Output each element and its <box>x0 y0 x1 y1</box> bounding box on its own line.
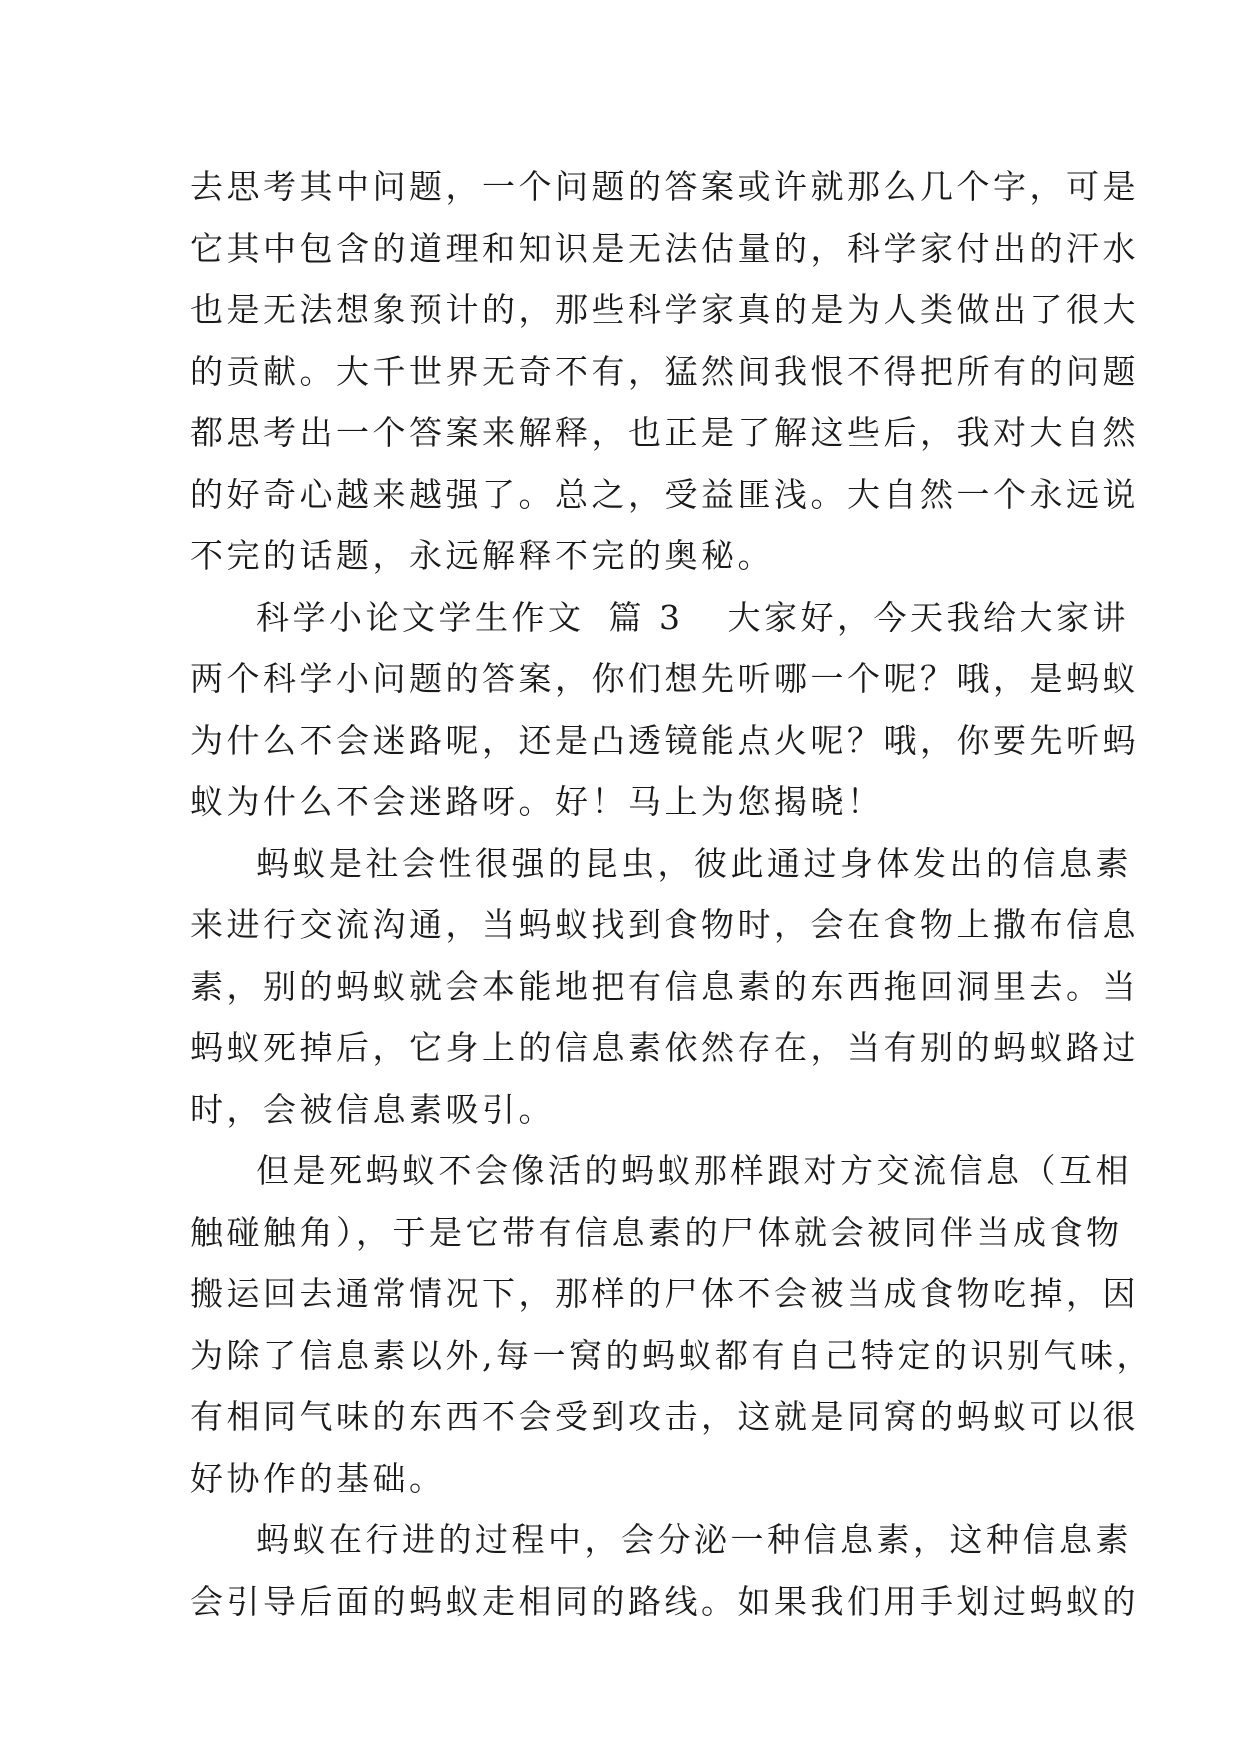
text-line: 两个科学小问题的答案，你们想先听哪一个呢？哦，是蚂蚁 <box>190 659 1139 698</box>
text-line: 搬运回去通常情况下，那样的尸体不会被当成食物吃掉，因 <box>190 1274 1139 1313</box>
text-line: 有相同气味的东西不会受到攻击，这就是同窝的蚂蚁可以很 <box>190 1397 1139 1436</box>
text-line: 会引导后面的蚂蚁走相同的路线。如果我们用手划过蚂蚁的 <box>190 1581 1139 1621</box>
text-line: 蚁为什么不会迷路呀。好！马上为您揭晓！ <box>190 782 884 821</box>
text-line: 为除了信息素以外,每一窝的蚂蚁都有自己特定的识别气味， <box>190 1335 1153 1375</box>
text-line: 好协作的基础。 <box>190 1458 446 1498</box>
section-part-number: 篇 3 <box>608 597 684 637</box>
text-line: 素，别的蚂蚁就会本能地把有信息素的东西拖回洞里去。当 <box>190 966 1139 1006</box>
text-line: 也是无法想象预计的，那些科学家真的是为人类做出了很大 <box>190 290 1139 329</box>
section-title: 科学小论文学生作文 <box>256 597 585 637</box>
section-intro-text: 大家好，今天我给大家讲 <box>727 597 1129 637</box>
text-line: 蚂蚁死掉后，它身上的信息素依然存在，当有别的蚂蚁路过 <box>190 1028 1139 1067</box>
text-line: 不完的话题，永远解释不完的奥秘。 <box>190 536 774 575</box>
paragraph-first-line: 蚂蚁在行进的过程中，会分泌一种信息素，这种信息素 <box>256 1520 1132 1559</box>
text-line: 都思考出一个答案来解释，也正是了解这些后，我对大自然 <box>190 413 1139 452</box>
text-line: 去思考其中问题，一个问题的答案或许就那么几个字，可是 <box>190 167 1139 206</box>
text-line: 时，会被信息素吸引。 <box>190 1089 555 1129</box>
text-line: 触碰触角），于是它带有信息素的尸体就会被同伴当成食物 <box>190 1212 1123 1252</box>
text-line: 的贡献。大千世界无奇不有，猛然间我恨不得把所有的问题 <box>190 351 1139 391</box>
text-line: 的好奇心越来越强了。总之，受益匪浅。大自然一个永远说 <box>190 474 1139 514</box>
text-line: 为什么不会迷路呢，还是凸透镜能点火呢？哦，你要先听蚂 <box>190 720 1139 760</box>
text-line: 它其中包含的道理和知识是无法估量的，科学家付出的汗水 <box>190 228 1139 268</box>
paragraph-first-line: 蚂蚁是社会性很强的昆虫，彼此通过身体发出的信息素 <box>256 843 1132 883</box>
section-heading-line <box>190 587 1129 649</box>
paragraph-first-line: 但是死蚂蚁不会像活的蚂蚁那样跟对方交流信息（互相 <box>256 1151 1132 1190</box>
document-body <box>190 156 1153 1632</box>
text-line: 来进行交流沟通，当蚂蚁找到食物时，会在食物上撒布信息 <box>190 905 1139 944</box>
